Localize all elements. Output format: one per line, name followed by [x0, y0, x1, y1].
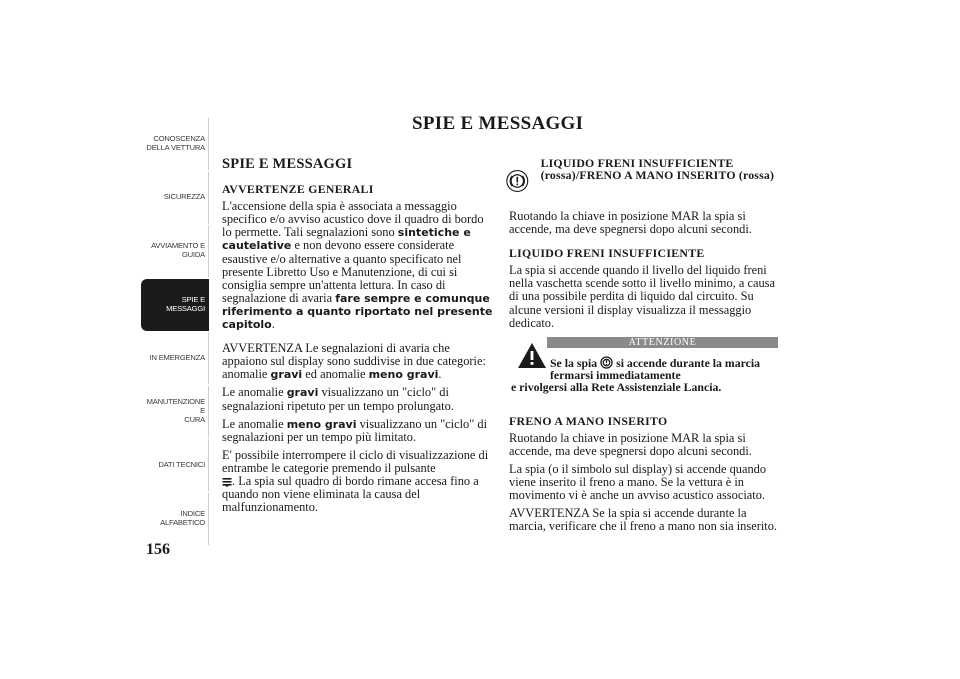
text: . — [271, 317, 275, 332]
brake-warning-icon — [600, 356, 613, 369]
page-title: SPIE E MESSAGGI — [412, 113, 584, 134]
brake-title: LIQUIDO FRENI INSUFFICIENTE (rossa)/FRENO A MANO INSERITO (rossa) — [540, 156, 775, 182]
text: Se la spia — [550, 355, 598, 370]
text: Le anomalie — [222, 416, 287, 431]
right-column — [509, 158, 783, 539]
chapter-tab[interactable]: INDICE ALFABETICO — [141, 493, 209, 545]
section-title: SPIE E MESSAGGI — [222, 156, 353, 172]
emphasis: gravi — [270, 368, 303, 382]
sub-title-liquido: LIQUIDO FRENI INSUFFICIENTE — [509, 246, 705, 261]
paragraph-general — [222, 200, 494, 331]
emphasis: gravi — [286, 386, 319, 400]
chapter-tab[interactable]: AVVIAMENTO E GUIDA — [141, 225, 209, 277]
text: si accende durante la marcia fermarsi immediatamente — [550, 355, 761, 383]
text: visualizzano un "ciclo" di segnalazioni ripetuto per un tempo prolungato. — [222, 385, 454, 413]
chapter-tabs — [141, 118, 209, 546]
text: ed anomalie — [302, 367, 369, 382]
warning-text — [550, 356, 782, 382]
chapter-tab[interactable]: CONOSCENZA DELLA VETTURA — [141, 118, 209, 170]
paragraph-interrupt — [222, 449, 494, 514]
paragraph-mar: Ruotando la chiave in posizione MAR la spia si accende, ma deve spegnersi dopo alcuni secondi. — [509, 209, 752, 237]
paragraph-freno-inserito: La spia (o il simbolo sul display) si accende quando viene inserito il freno a mano. Se la vettura è in movimento vi è anche un avviso acustico associato. — [509, 462, 767, 503]
text: AVVERTENZA Le segnalazioni di avaria che appaiono sul display sono suddivise in due categorie: anomalie — [222, 341, 486, 382]
paragraph-gravi — [222, 386, 494, 412]
menu-button-icon — [222, 477, 232, 487]
text: . La spia sul quadro di bordo rimane accesa fino a quando non viene eliminata la causa del malfunzionamento. — [222, 473, 479, 515]
brake-header — [509, 158, 783, 201]
emphasis: meno gravi — [286, 417, 357, 431]
warning-header: ATTENZIONE — [547, 337, 778, 348]
sub-title-freno: FRENO A MANO INSERITO — [509, 413, 668, 428]
brake-warning-icon — [506, 161, 529, 201]
text: visualizzano un "ciclo" di segnalazioni per un tempo più limitato. — [222, 416, 488, 444]
text: E' possibile interrompere il ciclo di visualizzazione di entrambe le categorie premendo il pulsante — [222, 447, 489, 475]
emphasis: fare sempre e comunque riferimento a quanto riportato nel presente capitolo — [222, 291, 493, 332]
warning-triangle-icon — [517, 342, 547, 369]
text: L'accensione della spia è associata a messaggio specifico e/o avviso acustico dove il quadro di bordo lo permette. Tali segnalazioni sono — [222, 199, 484, 240]
paragraph-meno-gravi — [222, 418, 494, 444]
page-number: 156 — [146, 541, 170, 558]
emphasis: meno gravi — [368, 368, 439, 382]
paragraph-liquido: La spia si accende quando il livello del liquido freni nella vaschetta scende sotto il livello minimo, a causa di una possibile perdita di liquido dal circuito. Su alcune versioni il display visualizza il messaggio dedicato. — [509, 263, 775, 330]
warning-text-end: e rivolgersi alla Rete Assistenziale Lancia. — [511, 379, 722, 394]
left-column — [222, 158, 494, 519]
text: e non devono essere considerate esaustive e/o alternative a quanto specificato nel presente Libretto Uso e Manutenzione, di cui si consiglia sempre un'attenta lettura. In caso di segnalazione di avaria — [222, 238, 462, 305]
emphasis: sintetiche e cautelative — [222, 226, 471, 253]
chapter-tab[interactable]: SICUREZZA — [141, 172, 209, 224]
chapter-tab[interactable]: IN EMERGENZA — [141, 332, 209, 384]
chapter-tab[interactable]: DATI TECNICI — [141, 439, 209, 491]
paragraph-avvertenza: AVVERTENZA Se la spia si accende durante la marcia, verificare che il freno a mano non sia inserito. — [509, 506, 778, 534]
paragraph-freno-mar: Ruotando la chiave in posizione MAR la spia si accende, ma deve spegnersi dopo alcuni secondi. — [509, 430, 752, 458]
text: Le anomalie — [222, 385, 287, 400]
warning-box — [509, 337, 783, 403]
sub-title-general: AVVERTENZE GENERALI — [222, 182, 374, 197]
chapter-tab[interactable]: SPIE E MESSAGGI — [141, 279, 209, 331]
chapter-tab[interactable]: MANUTENZIONE E CURA — [141, 386, 209, 438]
paragraph-categories — [222, 342, 494, 381]
text: . — [438, 367, 442, 382]
